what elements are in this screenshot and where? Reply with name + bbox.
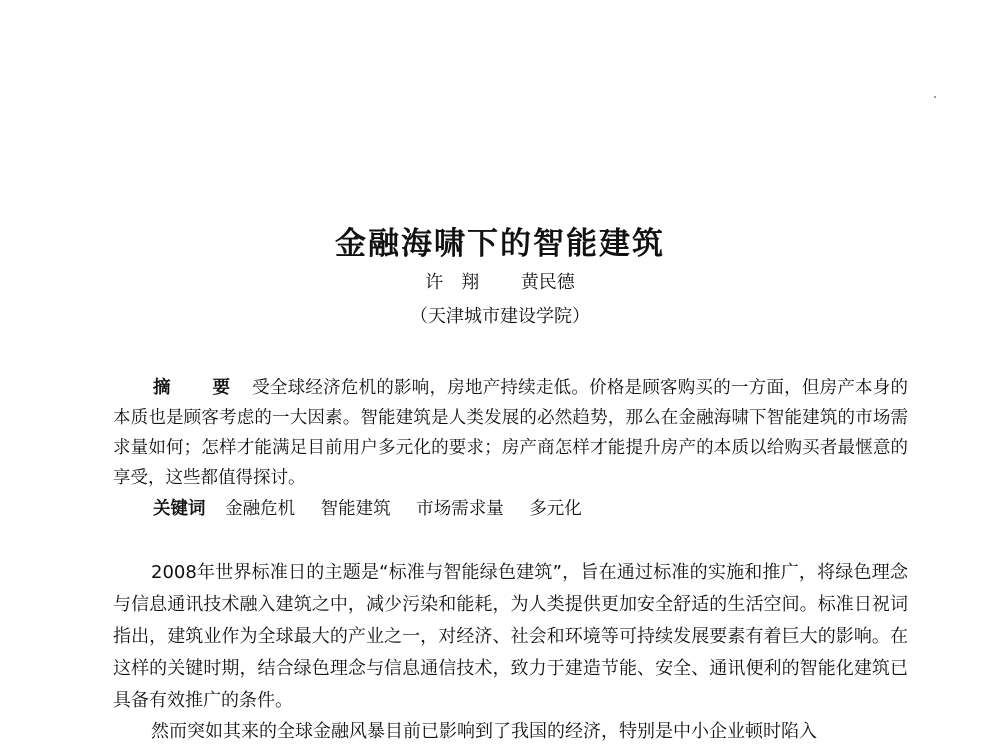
abstract-text: 受全球经济危机的影响，房地产持续走低。价格是顾客购买的一方面，但房产本身的本质也是顾客考虑的一大因素。智能建筑是人类发展的必然趋势，那么在金融海啸下智能建筑的市场需求量如何；怎样才能满足目前用户多元化的要求；房产商怎样才能提升房产的本质以给购买者最惬意的享受，这些都值得探讨。 <box>113 378 909 488</box>
abstract-paragraph <box>113 373 908 493</box>
keyword-item: 金融危机 <box>225 499 296 519</box>
affiliation: （天津城市建设学院） <box>410 306 590 327</box>
keyword-item: 智能建筑 <box>320 499 391 519</box>
author-2: 黄民德 <box>520 272 575 293</box>
body-paragraph-2: 然而突如其来的全球金融风暴目前已影响到了我国的经济，特别是中小企业顿时陷入 <box>151 721 817 742</box>
abstract-label: 摘 要 <box>153 378 243 398</box>
paper-title: 金融海啸下的智能建筑 <box>335 225 665 262</box>
keyword-item: 多元化 <box>529 499 582 519</box>
keyword-item: 市场需求量 <box>416 499 504 519</box>
keywords-label: 关键词 <box>153 499 206 519</box>
body-paragraph-1: 2008年世界标准日的主题是“标准与智能绿色建筑”，旨在通过标准的实施和推广，将绿色理念与信息通讯技术融入建筑之中，减少污染和能耗，为人类提供更加安全舒适的生活空间。标准日祝词指出，建筑业作为全球最大的产业之一，对经济、社会和环境等可持续发展要素有着巨大的影响。在这样的关键时期，结合绿色理念与信息通信技术，致力于建造节能、安全、通讯便利的智能化建筑已具备有效推广的条件。 <box>113 562 908 711</box>
author-line <box>0 270 1000 296</box>
scan-speck <box>934 96 936 98</box>
keywords-line <box>153 494 602 524</box>
author-1: 许 翔 <box>425 272 480 293</box>
